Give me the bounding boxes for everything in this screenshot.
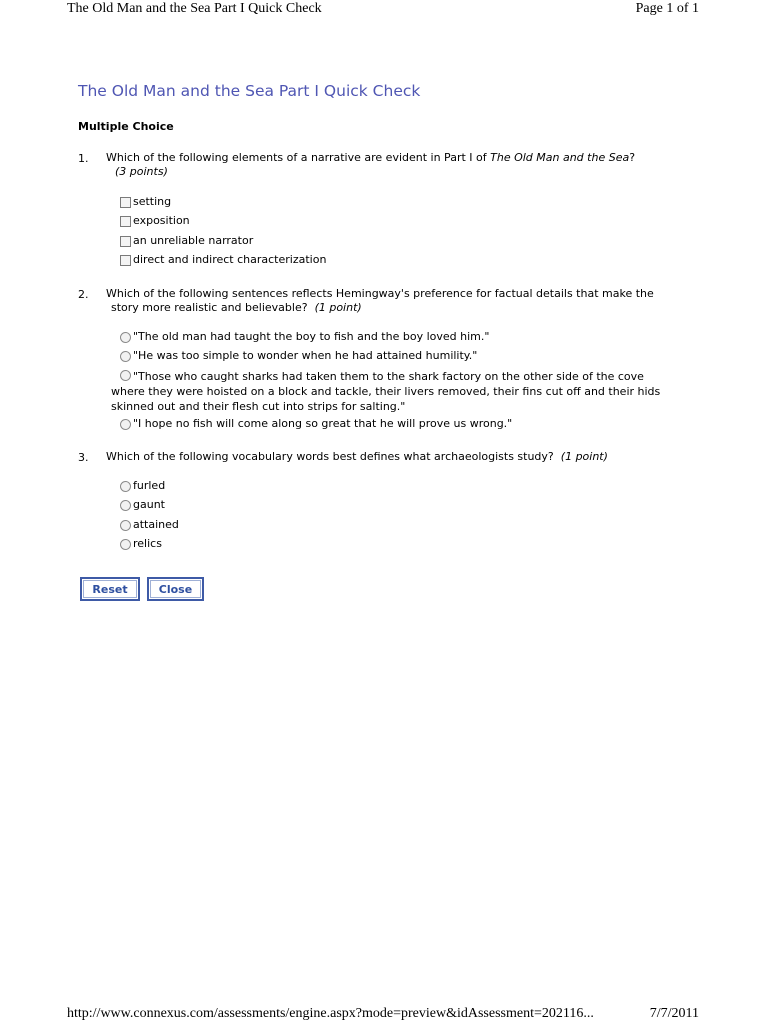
- checkbox[interactable]: [120, 197, 131, 208]
- option-simple-humility[interactable]: [120, 349, 477, 363]
- option-exposition[interactable]: [120, 214, 190, 228]
- question-text: [106, 151, 635, 166]
- question-text-part: ?: [629, 151, 636, 164]
- question-points: (1 point): [314, 301, 362, 314]
- option-furled[interactable]: [120, 479, 165, 493]
- close-button[interactable]: Close: [147, 577, 204, 601]
- radio-button[interactable]: [120, 481, 131, 492]
- checkbox[interactable]: [120, 236, 131, 247]
- option-hope-no-fish[interactable]: [120, 417, 512, 431]
- option-line: [111, 369, 711, 384]
- radio-button[interactable]: [120, 419, 131, 430]
- reset-button[interactable]: Reset: [80, 577, 140, 601]
- radio-button[interactable]: [120, 539, 131, 550]
- option-label: relics: [133, 537, 162, 550]
- radio-button[interactable]: [120, 351, 131, 362]
- option-label: attained: [133, 518, 179, 531]
- print-header-page-number: Page 1 of 1: [635, 1, 699, 16]
- print-footer-url: http://www.connexus.com/assessments/engine.aspx?mode=preview&idAssessment=202116...: [67, 1006, 594, 1021]
- option-shark-factory[interactable]: [111, 369, 711, 414]
- option-label: exposition: [133, 214, 190, 227]
- option-line: where they were hoisted on a block and tackle, their livers removed, their fins cut off and their hids: [111, 385, 661, 398]
- radio-button[interactable]: [120, 520, 131, 531]
- question-number: 2.: [78, 288, 89, 301]
- option-label: an unreliable narrator: [133, 234, 254, 247]
- print-header-title: The Old Man and the Sea Part I Quick Check: [67, 1, 322, 16]
- option-label: furled: [133, 479, 166, 492]
- option-label: direct and indirect characterization: [133, 253, 327, 266]
- option-gaunt[interactable]: [120, 498, 165, 512]
- option-label: gaunt: [133, 498, 165, 511]
- option-label: "The old man had taught the boy to fish and the boy loved him.": [133, 330, 490, 343]
- radio-button[interactable]: [120, 332, 131, 343]
- option-taught-boy[interactable]: [120, 330, 489, 344]
- question-text-line1: Which of the following sentences reflects Hemingway's preference for factual details that make the: [106, 287, 654, 300]
- option-unreliable-narrator[interactable]: [120, 234, 253, 248]
- option-relics[interactable]: [120, 537, 162, 551]
- option-label: "I hope no fish will come along so great that he will prove us wrong.": [133, 417, 513, 430]
- option-label: setting: [133, 195, 172, 208]
- question-number: 3.: [78, 451, 89, 464]
- question-text-part: story more realistic and believable?: [111, 301, 308, 314]
- question-number: 1.: [78, 152, 89, 165]
- option-attained[interactable]: [120, 518, 179, 532]
- question-points: (1 point): [560, 450, 608, 463]
- radio-button[interactable]: [120, 370, 131, 381]
- print-header: [0, 0, 768, 20]
- checkbox[interactable]: [120, 216, 131, 227]
- radio-button[interactable]: [120, 500, 131, 511]
- question-text-part: Which of the following elements of a narrative are evident in Part I of: [106, 151, 491, 164]
- question-text-part: Which of the following vocabulary words best defines what archaeologists study?: [106, 450, 554, 463]
- option-label: "He was too simple to wonder when he had attained humility.": [133, 349, 478, 362]
- checkbox[interactable]: [120, 255, 131, 266]
- book-title: The Old Man and the Sea: [490, 151, 630, 164]
- print-footer: [0, 1005, 768, 1024]
- print-footer-date: 7/7/2011: [649, 1006, 699, 1021]
- question-points: (3 points): [115, 165, 168, 178]
- option-label: "Those who caught sharks had taken them to the shark factory on the other side of the cove: [133, 370, 644, 383]
- option-line: skinned out and their flesh cut into strips for salting.": [111, 400, 406, 413]
- question-text: [106, 450, 608, 465]
- section-title: Multiple Choice: [78, 120, 174, 133]
- question-text-line2: [111, 301, 362, 316]
- page-title: The Old Man and the Sea Part I Quick Check: [78, 82, 421, 100]
- option-setting[interactable]: [120, 195, 171, 209]
- option-characterization[interactable]: [120, 253, 326, 267]
